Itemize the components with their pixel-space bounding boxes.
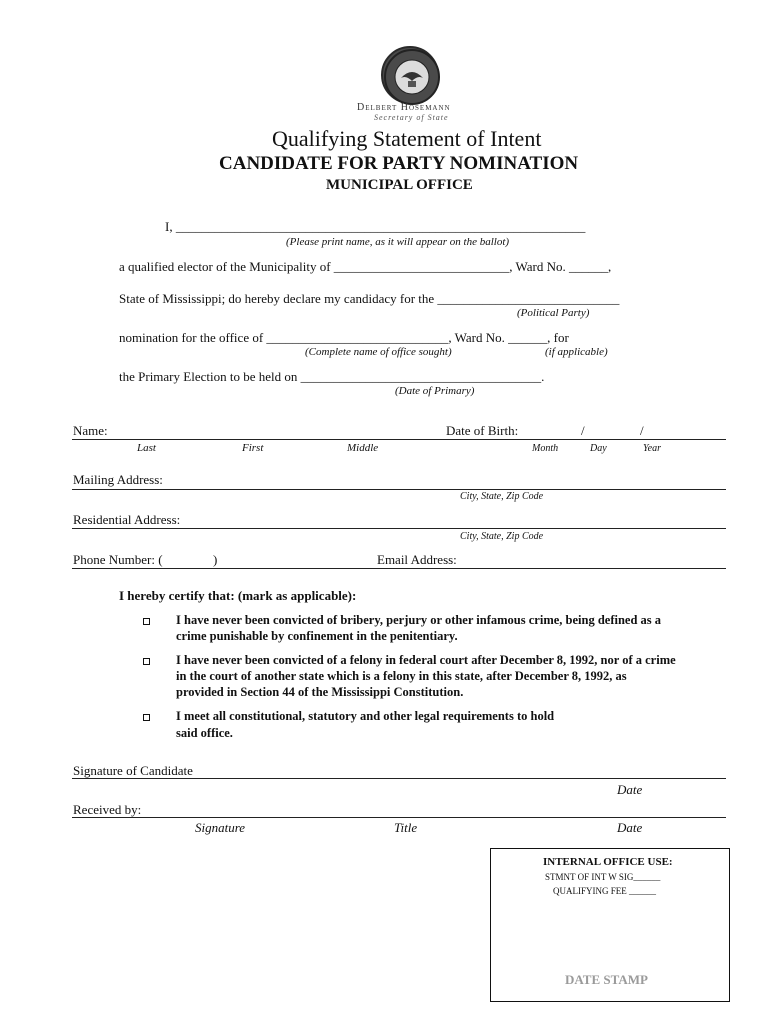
- received-by-line[interactable]: [72, 817, 726, 818]
- mailing-input-line[interactable]: [72, 489, 726, 490]
- municipality-line[interactable]: a qualified elector of the Municipality of ___________________________, Ward No. ______,: [119, 259, 612, 274]
- certify-item-3-line-2: said office.: [176, 726, 233, 740]
- party-hint: (Political Party): [517, 307, 590, 319]
- office-type: MUNICIPAL OFFICE: [326, 177, 473, 193]
- phone-close: ): [213, 552, 218, 567]
- residential-hint: City, State, Zip Code: [460, 531, 544, 542]
- certify-item-1-line-1: I have never been convicted of bribery, perjury or other infamous crime, being defined as a: [176, 613, 662, 627]
- certify-item-2-line-1: I have never been convicted of a felony in federal court after December 8, 1992, nor of a crime: [176, 653, 676, 667]
- office-use-heading: INTERNAL OFFICE USE:: [543, 856, 673, 868]
- primary-date-line[interactable]: the Primary Election to be held on _____________________________________.: [119, 369, 545, 384]
- seal-emblem: [383, 48, 441, 106]
- page-subtitle: CANDIDATE FOR PARTY NOMINATION: [219, 153, 579, 174]
- last-hint: Last: [137, 442, 156, 454]
- certify-heading: I hereby certify that: (mark as applicable):: [119, 588, 357, 603]
- date-stamp-label: DATE STAMP: [565, 972, 648, 987]
- candidate-name-hint: (Please print name, as it will appear on the ballot): [286, 236, 510, 248]
- certify-item-1-line-2: crime punishable by confinement in the penitentiary.: [176, 629, 458, 643]
- middle-hint: Middle: [347, 442, 379, 454]
- checkbox-requirements[interactable]: [143, 714, 150, 721]
- checkbox-bribery[interactable]: [143, 618, 150, 625]
- office-use-fee: QUALIFYING FEE ______: [553, 886, 656, 896]
- office-sought-hint: (Complete name of office sought): [305, 346, 452, 358]
- received-date-label: Date: [617, 820, 643, 835]
- official-title: Secretary of State: [374, 113, 449, 122]
- phone-email-input-line[interactable]: [72, 568, 726, 569]
- checkbox-felony[interactable]: [143, 658, 150, 665]
- received-by-label: Received by:: [73, 802, 142, 817]
- certify-item-3-line-1: I meet all constitutional, statutory and other legal requirements to hold: [176, 709, 555, 723]
- candidate-date-label: Date: [617, 782, 643, 797]
- dob-sep-1: /: [581, 423, 585, 438]
- name-input-line[interactable]: [72, 439, 726, 440]
- received-title-label: Title: [394, 820, 418, 835]
- name-label: Name:: [73, 423, 108, 438]
- certify-item-2-line-2: in the court of another state which is a felony in this state, after December 8, 1992, as: [176, 669, 627, 683]
- dob-label: Date of Birth:: [446, 423, 519, 438]
- office-sought-line[interactable]: nomination for the office of ____________________________, Ward No. ______, for: [119, 330, 569, 345]
- party-line[interactable]: State of Mississippi; do hereby declare my candidacy for the ____________________________: [119, 291, 620, 306]
- residential-input-line[interactable]: [72, 528, 726, 529]
- ward-hint: (if applicable): [545, 346, 608, 358]
- candidate-signature-line[interactable]: [72, 778, 726, 779]
- residential-label: Residential Address:: [73, 512, 181, 527]
- received-signature-label: Signature: [195, 820, 246, 835]
- certify-item-2-line-3: provided in Section 44 of the Mississippi Constitution.: [176, 685, 464, 699]
- mailing-hint: City, State, Zip Code: [460, 491, 544, 502]
- year-hint: Year: [643, 443, 661, 454]
- state-seal: [381, 46, 439, 104]
- dob-sep-2: /: [640, 423, 644, 438]
- first-hint: First: [242, 442, 264, 454]
- page-title: Qualifying Statement of Intent: [272, 126, 542, 151]
- office-use-statement: STMNT OF INT W SIG______: [545, 872, 661, 882]
- primary-date-hint: (Date of Primary): [395, 385, 475, 397]
- phone-label: Phone Number: (: [73, 552, 163, 567]
- candidate-name-line[interactable]: I, _______________________________________________________________: [165, 219, 586, 234]
- candidate-signature-label: Signature of Candidate: [73, 763, 193, 778]
- official-name: Delbert Hosemann: [357, 102, 451, 113]
- day-hint: Day: [590, 443, 607, 454]
- mailing-label: Mailing Address:: [73, 472, 163, 487]
- month-hint: Month: [532, 443, 559, 454]
- email-label: Email Address:: [377, 552, 457, 567]
